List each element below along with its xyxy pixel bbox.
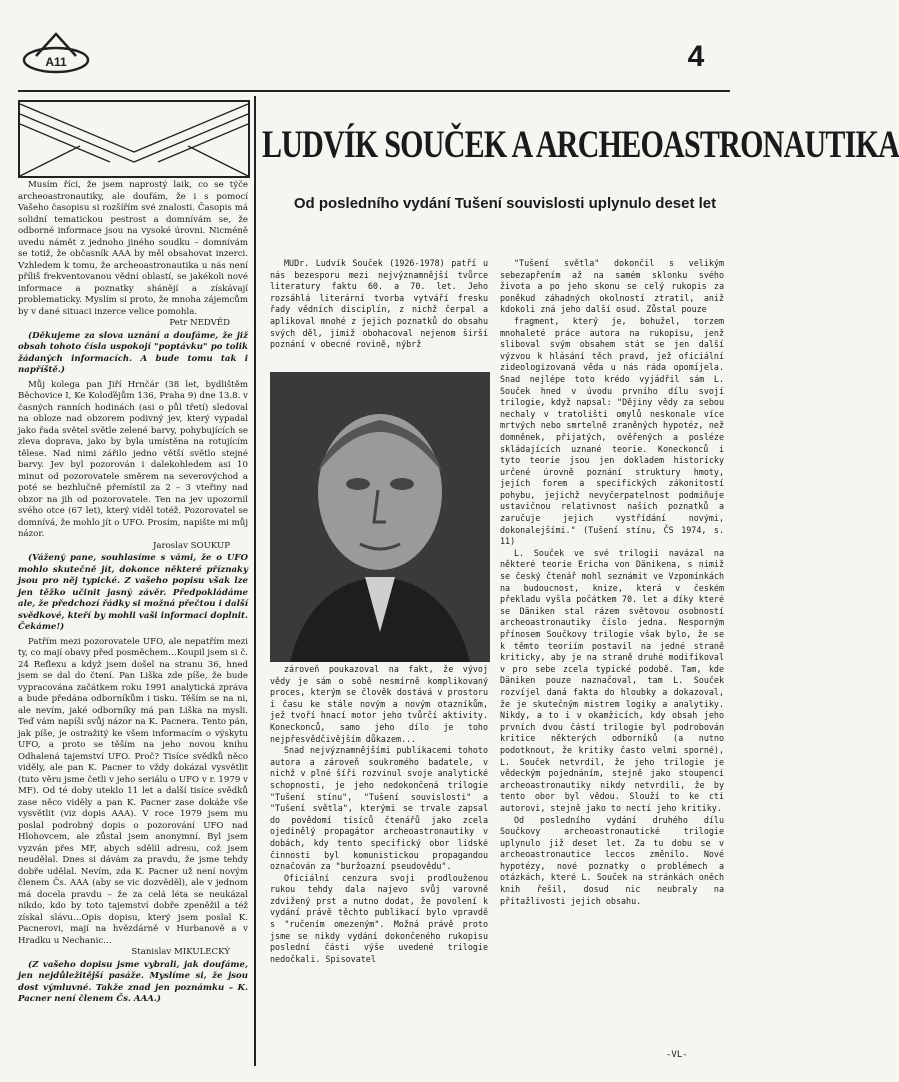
article-headline: LUDVÍK SOUČEK A ARCHEOASTRONAUTIKA [262,123,899,166]
letter-text: Můj kolega pan Jiří Hrnčár (38 let, bydlištěm Běchovice I, Ke Koloďějům 136, Praha 9) dne 13.8. v časných ranních hodinách (asi o půl třetí) sledoval na obloze nad obzorem podivný jev, který vypadal jako řada světel světle zelené barvy, pohybujících se zleva doprava, jako by byla umístěna na rotujícím tělese. Nad nimi zářilo jedno větší světlo stejné barvy. Jev byl pozorován i dalekohledem asi 10 minut od pozorovatele směrem na severovýchod a poté se bezhlučně přemístil za 2 – 3 vteřiny nad obzor na jih od pozorovatele. Ten na jev upozornil svého otce (67 let), který viděl totéž. Pozorovatel se domnívá, že mohlo jít o UFO. Prosím, napište mi můj názor. [18,379,248,539]
article-paragraph: Snad nejvýznamnějšími publikacemi tohoto autora a zároveň soukromého badatele, v nichž v plné šíři rozvinul svoje analytické schopnosti, je jeho nedokončená trilogie "Tušení stínu", "Tušení souvislosti" a "Tušení světla", kterými se trvale zapsal do povědomí tisíců čtenářů jako zcela ojedinělý propagátor archeoastronautiky v dobách, kdy tento specifický obor lidské činnosti byl komunistickou propagandou označován za "buržoazní pseudovědu". [270,745,488,872]
portrait-photo [270,372,490,662]
author-mark: -VL- [666,1050,688,1060]
letter-signature: Stanislav MIKULECKÝ [131,947,230,957]
article-subheadline: Od posledního vydání Tušení souvislosti uplynulo deset let [293,195,717,212]
editor-reply: (Děkujeme za slova uznání a doufáme, že již obsah tohoto čísla uspokojí "poptávku" po tolik žádaných informacích. A bude tomu tak i napříště.) [18,330,248,375]
letter-signature: Petr NEDVĚD [169,318,230,328]
article-paragraph: Od posledního vydání druhého dílu Součkovy archeoastronautické trilogie uplynulo již deset let. Za tu dobu se v archeoastronautice leccos změnilo. Nové hypotézy, nové poznatky o problémech a otázkách, které L. Souček na stránkách oněch knih řešil, dosud nic neubraly na přitažlivosti jejich obsahu. [500,814,724,906]
logo [22,30,90,74]
article-paragraph: MUDr. Ludvík Souček (1926-1978) patří u nás bezesporu mezi nejvýznamnější tvůrce literatury faktu 60. a 70. let. Jeho rozsáhlá literární tvorba vytváří fresku řady vědních disciplín, z nichž čerpal a aplikoval mnohé z jejich poznatků do obsahu svých děl, jimiž obohacoval nejenom širší poznání v obecné rovině, nýbrž [270,258,488,350]
letter-text: Musím říci, že jsem naprostý laik, co se týče archeoastronautiky, ale doufám, že i s pomocí Vašeho časopisu si rozšířím své znalosti. Časopis má solidní tematickou pestrost a domnívám se, že odborné informace jsou na vysoké úrovni. Nicméně uvedu námět z jednoho jiného soudku – domnívám se totiž, že občasník AAA by měl obsahovat inzerci. Vzhledem k tomu, že archeoastronautika u nás není příliš frekventovanou vědní oblastí, se jakékoli nové informace a poznatky shánějí a získávají problematicky. Myslím si proto, že mnoha zájemcům by v dané situaci inzerce velice pomohla. [18,180,248,317]
article-paragraph: L. Souček ve své trilogii navázal na některé teorie Ericha von Dänikena, s nimiž se český čtenář mohl seznámit ve Vzpomínkách na budoucnost, knize, která v českém překladu vyšla počátkem 70. let a díky které se Däniken stal rázem světovou osobností archeoastronautiky číslo jedna. Nesporným přínosem Součkovy trilogie však bylo, že se k těmto teoriím postavil na jedné straně kriticky, aby je na straně druhé modifikoval v pro sebe zcela typické podobě. Tam, kde Däniken pouze naznačoval, tam L. Souček rozvíjel daná fakta do hloubky a dokazoval, že je skutečným mistrem logiky a analytiky. Nikdy, a to i v okamžicích, kdy obsah jeho prvních dvou částí trilogie byl podrobován kritice některých odborníků (a nutno podotknout, že kritiky často velmi sporné), L. Souček netvrdil, že jeho trilogie je vědeckým pojednáním, stejně jako stoupenci archeoastronautiky nikdy netvrdili, že by tento obor byl vědou. Slouží to ke cti autorovi, stejně jako to nectí jeho kritiky. [500,547,724,813]
article-paragraph: fragment, který je, bohužel, torzem mnohaleté práce autora na rukopisu, jenž sliboval svým obsahem stát se jen další výzvou k hlásání těch pravd, jež oficiální zideologizovaná věda u nás ráda opomíjela. Snad nejlépe toto krédo vyjádřil sám L. Souček hned v úvodu prvního dílu svojí trilogie, když napsal: "Dějiny vědy za sebou nechaly v tratolišti omylů neskonale více mrtvých nebo smrtelně zraněných hypotéz, než domněnek, přijatých, ověřených a posléze skládajících uznané teorie. Koneckonců i tyto teorie jsou jen dokladem historicky určené úrovně poznání struktury hmoty, jejích forem a specifických zákonitostí pohybu, jejichž nevyčerpatelnost podmiňuje ustavičnou relativnost našich poznatků a zaručuje jejich vystřídání novými, dokonalejšími." (Tušení stínu, ČS 1974, s. 11) [500,315,724,547]
letter-signature: Jaroslav SOUKUP [152,540,230,551]
logo-text: A11 [45,55,67,69]
article-intro [270,258,488,351]
article-paragraph: Oficiální cenzura svoji prodlouženou rukou tehdy dala najevo svůj varovně zdvižený prst a nutno dodat, že povolení k vydání právě těchto publikací bylo vpravdě s "ručením omezeným". Možná právě proto jsme se nikdy vydání dokončeného rukopisu poslední části výše uvedené trilogie nedočkali. Spisovatel [270,872,488,964]
top-rule [18,90,730,92]
article-paragraph: zároveň poukazoval na fakt, že vývoj vědy je sám o sobě nesmírně komplikovaný proces, kterým se člověk dostává v prostoru i času ke stále novým a novým otazníkům, jež tvoří hnací motor jeho tvůrčí aktivity. Koneckonců, samo jeho dílo je toho nejpřesvědčivějším důkazem... [270,664,488,744]
editor-reply: (Z vašeho dopisu jsme vybrali, jak doufáme, jen nejdůležitější pasáže. Myslíme si, že jsou dost výmluvné. Takže znad jen poznámku – K. Pacner není členem Čs. AAA.) [18,959,248,1004]
column-divider [254,96,256,1066]
page-number: 4 [687,40,705,73]
editor-reply: (Vážený pane, souhlasíme s vámi, že o UFO mohlo skutečně jít, dokonce některé příznaky jsou pro něj typické. Z vašeho popisu však lze jen těžko učinit jasný závěr. Předpokládáme ale, že předchozí řádky si možná přečtou i další svědkové, kteří by mohli vaši informaci doplnit. Čekáme!) [18,553,248,632]
article-body-middle [270,664,488,965]
article-body-right [500,258,724,907]
letter-text: Patřím mezi pozorovatele UFO, ale nepatřím mezi ty, co mají obavy před posměchem…Koupil jsem si č. 24 Reflexu a když jsem došel na stranu 36, hned jsem se dal do čtení. Pan Liška zde píše, že bude vypracována začátkem roku 1991 analytická zpráva a bude předána odborníkům i tisku. Těším se na ni, ale nevím, jaké odborníky má pan Liška na mysli. Teď vám napíši svůj názor na K. Pacnera. Tento pán, jak píše, je ostražitý ke všem informacím o výskytu UFO, a proto se těším na jeho novou knihu Odhalená tajemství UFO. Proč? Tisíce svědků něco viděly, ale pan K. Pacner to vždy dokázal vysvětlit (tuto věru jsme četli v jeho seriálu o UFO v r. 1979 v MF). Od té doby uteklo 11 let a další tisíce svědků zase něco viděly a pan K. Pacner zase dokáže vše vysvětlit (viz dopis AAA). V roce 1979 jsem mu poslal podrobný dopis o pozorování UFO nad Hlohovcem, ale zůstal jsem anonymní. Byl jsem vyzván přes MF, abych sdělil adresu, což jsem neudělal. Dnes si dávám za pravdu, že jsme tehdy dobře udělal. Nevím, zda K. Pacner už není novým členem Čs. AAA (aby se vic dozvěděl), ale v jednom má docela pravdu – že za celá léta se neukázal nikdo, kdo by toto tajemství dobře zpeněžil a též získal slávu…Opis dopisu, který jsem poslal K. Pacnerovi, mají na hvězdárně v Hurbanově a v Hradku u Nechanic… [18,636,248,946]
letters-column [18,180,248,1009]
article-paragraph: "Tušení světla" dokončil s velikým sebezapřením až na samém sklonku svého života a po jeho skonu se celý rukopis za poněkud záhadných okolností ztratil, aniž kdokoli zná jeho další osud. Zůstal pouze [500,258,724,315]
envelope-icon [18,100,250,178]
